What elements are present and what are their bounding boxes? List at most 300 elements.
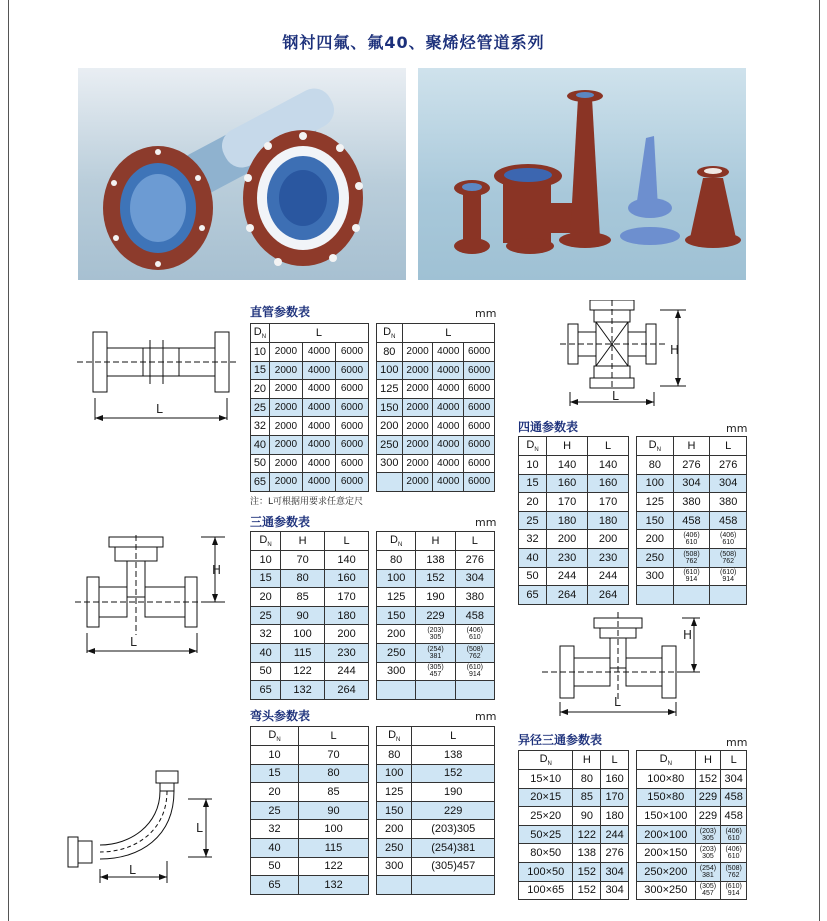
table-cell: 6000 xyxy=(335,473,368,492)
table-row xyxy=(519,586,629,605)
table-cell: 4000 xyxy=(433,435,464,454)
table-cell: 380 xyxy=(455,588,494,607)
table-cell: 152 xyxy=(412,764,495,783)
table-cell: 80×50 xyxy=(519,844,573,863)
table-cell: 170 xyxy=(601,788,629,807)
table-cell: 10 xyxy=(251,343,270,362)
table-cell: 2000 xyxy=(402,435,433,454)
table-cell: 230 xyxy=(588,548,629,567)
reducing-tee-table-right xyxy=(636,750,747,900)
cross-unit: mm xyxy=(726,422,748,435)
table-cell: 276 xyxy=(673,456,710,475)
table-cell: 4000 xyxy=(302,473,335,492)
table-cell: 276 xyxy=(710,456,747,475)
table-cell: 100×50 xyxy=(519,862,573,881)
table-cell: 276 xyxy=(601,844,629,863)
table-cell: 6000 xyxy=(464,435,495,454)
table-row xyxy=(251,454,369,473)
table-cell: 6000 xyxy=(335,398,368,417)
table-cell: 100 xyxy=(377,361,403,380)
table-row xyxy=(251,820,369,839)
table-row xyxy=(377,764,495,783)
table-header-dn: $D_N$ xyxy=(637,751,696,770)
page-border-left xyxy=(8,0,9,921)
table-cell: 6000 xyxy=(464,343,495,362)
table-cell: 100 xyxy=(377,764,412,783)
table-row xyxy=(251,588,369,607)
table-cell: 138 xyxy=(573,844,601,863)
table-header-dn: $D_N$ xyxy=(519,437,547,456)
table-cell: 115 xyxy=(281,643,325,662)
table-row xyxy=(637,788,747,807)
table-cell: 122 xyxy=(573,825,601,844)
table-cell: 152 xyxy=(573,862,601,881)
table-cell: 132 xyxy=(281,681,325,700)
table-cell: 200 xyxy=(377,625,416,644)
table-cell: 250×200 xyxy=(637,862,696,881)
table-row xyxy=(377,838,495,857)
table-cell: 229 xyxy=(695,807,721,826)
table-cell: 50 xyxy=(251,662,281,681)
table-row xyxy=(251,551,369,570)
table-header-dn: $D_N$ xyxy=(377,727,412,746)
table-cell: 200 xyxy=(377,820,412,839)
table-row xyxy=(377,876,495,895)
table-cell: 200×100 xyxy=(637,825,696,844)
straight-pipe-table-right xyxy=(376,323,495,492)
table-cell: 152 xyxy=(573,881,601,900)
table-cell: 4000 xyxy=(302,380,335,399)
table-cell: 180 xyxy=(325,606,369,625)
table-header-h: H xyxy=(281,532,325,551)
table-header-dn: $D_N$ xyxy=(251,532,281,551)
table-row xyxy=(251,435,369,454)
table-row xyxy=(377,783,495,802)
table-cell: 65 xyxy=(251,681,281,700)
table-cell: 4000 xyxy=(433,398,464,417)
table-header-l: L xyxy=(455,532,494,551)
table-cell: 20 xyxy=(519,493,547,512)
table-cell: 32 xyxy=(519,530,547,549)
table-header-l: L xyxy=(325,532,369,551)
table-cell: 4000 xyxy=(433,473,464,492)
reducing-tee-l-label: L xyxy=(614,695,621,709)
table-cell: 25 xyxy=(251,606,281,625)
table-cell: 304 xyxy=(601,862,629,881)
table-cell: 300×250 xyxy=(637,881,696,900)
table-row xyxy=(251,838,369,857)
table-cell: 115 xyxy=(299,838,369,857)
table-cell: 458 xyxy=(710,511,747,530)
straight-pipe-l-label: L xyxy=(156,402,163,416)
table-row xyxy=(377,343,495,362)
table-header-h: H xyxy=(547,437,588,456)
table-row xyxy=(251,681,369,700)
table-row xyxy=(637,770,747,789)
table-cell: 65 xyxy=(251,876,299,895)
cross-table-title: 四通参数表 xyxy=(518,420,579,434)
table-row xyxy=(637,530,747,549)
table-row xyxy=(251,876,369,895)
table-cell: (203) 305 xyxy=(416,625,455,644)
table-cell: 190 xyxy=(416,588,455,607)
table-cell: 20 xyxy=(251,380,270,399)
elbow-l-label-horizontal: L xyxy=(129,863,136,877)
table-header-dn: $D_N$ xyxy=(519,751,573,770)
table-cell: 65 xyxy=(519,586,547,605)
table-cell xyxy=(377,876,412,895)
table-cell: 250 xyxy=(377,838,412,857)
table-cell: 152 xyxy=(695,770,721,789)
table-row xyxy=(377,606,495,625)
table-cell: (406) 610 xyxy=(721,844,747,863)
cross-table-left xyxy=(518,436,629,605)
table-cell: 80 xyxy=(377,551,416,570)
table-cell: 2000 xyxy=(269,380,302,399)
table-cell: 6000 xyxy=(464,380,495,399)
table-cell xyxy=(637,586,674,605)
table-cell: 304 xyxy=(455,569,494,588)
table-row xyxy=(519,844,629,863)
table-row xyxy=(251,857,369,876)
table-row xyxy=(377,857,495,876)
table-cell: 90 xyxy=(281,606,325,625)
reducing-tee-table-left xyxy=(518,750,629,900)
table-cell: 304 xyxy=(673,474,710,493)
table-cell: 25 xyxy=(251,398,270,417)
table-row xyxy=(377,746,495,765)
table-cell: 180 xyxy=(601,807,629,826)
table-cell: 2000 xyxy=(402,361,433,380)
table-cell: 90 xyxy=(573,807,601,826)
table-row xyxy=(519,807,629,826)
table-cell: 250 xyxy=(377,643,416,662)
table-cell: 250 xyxy=(377,435,403,454)
table-row xyxy=(251,473,369,492)
table-cell: 200 xyxy=(547,530,588,549)
tee-l-label: L xyxy=(130,635,137,649)
table-cell: 152 xyxy=(416,569,455,588)
straight-pipe-photo xyxy=(78,68,406,280)
table-cell: 85 xyxy=(281,588,325,607)
table-cell: 264 xyxy=(325,681,369,700)
table-row xyxy=(377,625,495,644)
table-cell: 4000 xyxy=(302,417,335,436)
table-row xyxy=(637,548,747,567)
table-cell: 40 xyxy=(251,643,281,662)
table-cell: 6000 xyxy=(464,361,495,380)
table-cell: 132 xyxy=(299,876,369,895)
table-header-l: L xyxy=(588,437,629,456)
table-cell: 85 xyxy=(573,788,601,807)
table-cell: 15 xyxy=(251,361,270,380)
table-cell: 6000 xyxy=(335,361,368,380)
table-cell: 4000 xyxy=(433,380,464,399)
table-cell: 2000 xyxy=(269,473,302,492)
tee-table-title: 三通参数表 xyxy=(250,515,311,529)
table-cell: 2000 xyxy=(269,398,302,417)
table-cell: 125 xyxy=(637,493,674,512)
table-cell: 10 xyxy=(519,456,547,475)
table-cell: (254)381 xyxy=(412,838,495,857)
table-cell: 15 xyxy=(251,569,281,588)
tee-h-label: H xyxy=(212,563,222,577)
table-cell: 229 xyxy=(412,801,495,820)
table-row xyxy=(637,567,747,586)
table-header-dn: $D_N$ xyxy=(251,324,270,343)
table-cell: (203) 305 xyxy=(695,844,721,863)
table-row xyxy=(637,493,747,512)
table-cell: 150×100 xyxy=(637,807,696,826)
table-cell: 90 xyxy=(299,801,369,820)
table-cell: 100 xyxy=(637,474,674,493)
table-cell: 10 xyxy=(251,746,299,765)
table-cell: 25 xyxy=(251,801,299,820)
table-row xyxy=(377,361,495,380)
table-row xyxy=(251,361,369,380)
elbow-unit: mm xyxy=(475,710,497,723)
table-header-l: L xyxy=(412,727,495,746)
page-title: 钢衬四氟、氟40、聚烯烃管道系列 xyxy=(282,33,545,52)
table-cell: 2000 xyxy=(269,454,302,473)
table-cell: 229 xyxy=(695,788,721,807)
table-cell: 150×80 xyxy=(637,788,696,807)
table-header-l: L xyxy=(601,751,629,770)
table-cell: 304 xyxy=(601,881,629,900)
table-cell: (203) 305 xyxy=(695,825,721,844)
table-cell: 300 xyxy=(377,857,412,876)
table-row xyxy=(637,807,747,826)
table-cell: 25×20 xyxy=(519,807,573,826)
table-cell: (305) 457 xyxy=(416,662,455,681)
table-cell: 180 xyxy=(588,511,629,530)
table-cell: 6000 xyxy=(335,435,368,454)
table-row xyxy=(637,844,747,863)
cross-table-right xyxy=(636,436,747,605)
table-cell: 4000 xyxy=(302,361,335,380)
table-cell: 2000 xyxy=(269,435,302,454)
table-cell: 4000 xyxy=(433,454,464,473)
table-row xyxy=(251,343,369,362)
table-cell: 6000 xyxy=(335,343,368,362)
table-header-h: H xyxy=(673,437,710,456)
table-cell: 6000 xyxy=(464,473,495,492)
table-cell: 304 xyxy=(710,474,747,493)
table-cell: 200 xyxy=(588,530,629,549)
table-cell: (508) 762 xyxy=(710,548,747,567)
table-cell: 4000 xyxy=(302,343,335,362)
table-header-l: L xyxy=(269,324,368,343)
table-cell: (508) 762 xyxy=(673,548,710,567)
table-cell: 250 xyxy=(637,548,674,567)
table-cell: 458 xyxy=(673,511,710,530)
table-row xyxy=(519,881,629,900)
table-header-dn: $D_N$ xyxy=(377,532,416,551)
table-row xyxy=(251,783,369,802)
table-cell: (254) 381 xyxy=(695,862,721,881)
table-row xyxy=(637,456,747,475)
tee-table-right xyxy=(376,531,495,700)
table-cell: 20 xyxy=(251,588,281,607)
table-cell: 140 xyxy=(547,456,588,475)
elbow-l-label-vertical: L xyxy=(196,821,203,835)
table-row xyxy=(251,606,369,625)
table-cell: 170 xyxy=(547,493,588,512)
table-cell: 80 xyxy=(377,746,412,765)
cross-l-label: L xyxy=(612,389,619,403)
table-row xyxy=(251,398,369,417)
length-note: 注：L可根据用要求任意定尺 xyxy=(250,497,364,507)
table-cell: 140 xyxy=(325,551,369,570)
table-cell: 85 xyxy=(299,783,369,802)
table-header-l: L xyxy=(710,437,747,456)
table-cell: 70 xyxy=(299,746,369,765)
table-cell: 380 xyxy=(710,493,747,512)
table-cell: 200 xyxy=(325,625,369,644)
table-row xyxy=(377,643,495,662)
table-cell: (610) 914 xyxy=(455,662,494,681)
table-cell: 80 xyxy=(281,569,325,588)
table-cell: 4000 xyxy=(302,435,335,454)
table-header-h: H xyxy=(695,751,721,770)
table-cell: 125 xyxy=(377,380,403,399)
table-cell: (508) 762 xyxy=(721,862,747,881)
table-row xyxy=(251,569,369,588)
tee-drawing xyxy=(75,535,240,665)
reducing-tee-unit: mm xyxy=(726,736,748,749)
reducing-tee-h-label: H xyxy=(683,628,693,642)
table-row xyxy=(519,770,629,789)
straight-pipe-table-title: 直管参数表 xyxy=(250,305,311,319)
table-cell: 138 xyxy=(412,746,495,765)
elbow-table-left xyxy=(250,726,369,895)
table-row xyxy=(519,493,629,512)
table-header-l: L xyxy=(721,751,747,770)
table-cell: 170 xyxy=(588,493,629,512)
table-cell xyxy=(673,586,710,605)
table-cell: 458 xyxy=(721,788,747,807)
table-cell: 230 xyxy=(325,643,369,662)
tee-table-left xyxy=(250,531,369,700)
table-header-l: L xyxy=(299,727,369,746)
table-row xyxy=(637,862,747,881)
table-cell: 4000 xyxy=(433,343,464,362)
table-cell: 70 xyxy=(281,551,325,570)
table-cell: 300 xyxy=(637,567,674,586)
table-cell xyxy=(377,473,403,492)
table-cell: 50×25 xyxy=(519,825,573,844)
table-cell: 50 xyxy=(251,454,270,473)
table-header-h: H xyxy=(573,751,601,770)
table-cell: (406) 610 xyxy=(710,530,747,549)
table-cell: 80 xyxy=(637,456,674,475)
table-cell: 40 xyxy=(251,435,270,454)
table-row xyxy=(251,625,369,644)
table-cell: 20×15 xyxy=(519,788,573,807)
table-cell: 300 xyxy=(377,662,416,681)
table-cell: (203)305 xyxy=(412,820,495,839)
table-cell: 170 xyxy=(325,588,369,607)
table-row xyxy=(637,511,747,530)
table-cell: 125 xyxy=(377,588,416,607)
table-cell: 6000 xyxy=(464,398,495,417)
table-cell xyxy=(455,681,494,700)
table-cell: 2000 xyxy=(402,380,433,399)
table-cell: (610) 914 xyxy=(710,567,747,586)
table-header-dn: $D_N$ xyxy=(251,727,299,746)
table-cell: 458 xyxy=(721,807,747,826)
table-cell: 50 xyxy=(519,567,547,586)
table-cell: 65 xyxy=(251,473,270,492)
table-row xyxy=(377,551,495,570)
table-cell: 15 xyxy=(251,764,299,783)
table-header-h: H xyxy=(416,532,455,551)
straight-pipe-unit: mm xyxy=(475,307,497,320)
table-cell: 122 xyxy=(281,662,325,681)
table-row xyxy=(637,474,747,493)
table-row xyxy=(637,586,747,605)
table-cell: (254) 381 xyxy=(416,643,455,662)
table-row xyxy=(519,862,629,881)
cross-h-label: H xyxy=(670,343,680,357)
table-cell: 100×80 xyxy=(637,770,696,789)
table-cell: 2000 xyxy=(402,454,433,473)
table-cell: (406) 610 xyxy=(455,625,494,644)
table-cell: 32 xyxy=(251,625,281,644)
table-cell: 276 xyxy=(455,551,494,570)
table-cell: 304 xyxy=(721,770,747,789)
table-cell: 25 xyxy=(519,511,547,530)
table-cell: 6000 xyxy=(335,380,368,399)
table-cell: 4000 xyxy=(433,417,464,436)
table-cell: 122 xyxy=(299,857,369,876)
table-cell: 6000 xyxy=(335,454,368,473)
table-cell: 6000 xyxy=(335,417,368,436)
table-cell: 138 xyxy=(416,551,455,570)
table-cell: 50 xyxy=(251,857,299,876)
table-cell: 2000 xyxy=(402,417,433,436)
table-cell: 2000 xyxy=(402,473,433,492)
table-row xyxy=(519,474,629,493)
table-row xyxy=(377,398,495,417)
table-cell: 200 xyxy=(377,417,403,436)
table-row xyxy=(519,511,629,530)
table-cell: 4000 xyxy=(302,398,335,417)
table-cell: 100×65 xyxy=(519,881,573,900)
table-cell: 4000 xyxy=(302,454,335,473)
table-cell: 2000 xyxy=(269,417,302,436)
table-row xyxy=(251,764,369,783)
table-cell: 458 xyxy=(455,606,494,625)
table-cell: (610) 914 xyxy=(673,567,710,586)
straight-pipe-table-left xyxy=(250,323,369,492)
table-cell: 244 xyxy=(547,567,588,586)
table-cell: 6000 xyxy=(464,417,495,436)
table-cell: 180 xyxy=(547,511,588,530)
table-row xyxy=(251,746,369,765)
table-cell: (406) 610 xyxy=(673,530,710,549)
table-cell: 200×150 xyxy=(637,844,696,863)
table-row xyxy=(637,881,747,900)
table-cell: 32 xyxy=(251,417,270,436)
table-cell: 2000 xyxy=(402,398,433,417)
table-cell: 160 xyxy=(547,474,588,493)
table-row xyxy=(377,454,495,473)
reducing-tee-table-title: 异径三通参数表 xyxy=(518,733,603,747)
fittings-photo xyxy=(418,68,746,280)
table-cell: 380 xyxy=(673,493,710,512)
table-cell: 40 xyxy=(251,838,299,857)
